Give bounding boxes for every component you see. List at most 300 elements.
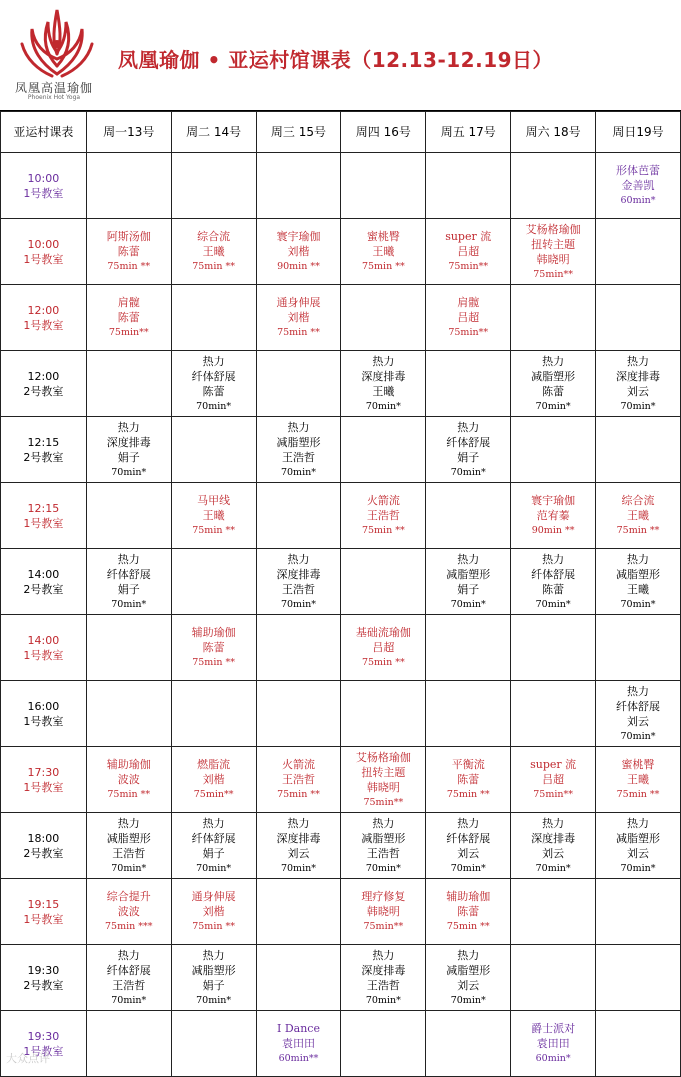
instructor-name: 韩晓明 (366, 780, 400, 794)
instructor-name: 韩晓明 (366, 905, 400, 918)
class-name: super 流 (530, 758, 577, 771)
instructor-name: 刘楷 (202, 773, 225, 786)
instructor-name: 娟子 (117, 450, 140, 464)
class-entry (426, 229, 510, 274)
class-name: 火箭流 (281, 758, 315, 771)
class-name: 热力 (542, 354, 565, 368)
class-name: 减脂塑形 (106, 831, 151, 845)
time-label: 19:30 (27, 1029, 60, 1043)
instructor-name: 刘云 (457, 846, 480, 860)
instructor-name: 刘楷 (202, 905, 225, 918)
class-name: 热力 (117, 420, 140, 434)
instructor-name: 陈蕾 (202, 384, 225, 398)
class-name: 热力 (117, 816, 140, 830)
class-entry (511, 816, 595, 876)
instructor-name: 王浩哲 (112, 846, 146, 860)
class-cell (256, 549, 341, 615)
empty-cell (426, 681, 511, 747)
class-name: 肩髋 (457, 296, 480, 309)
class-duration: 70min* (620, 862, 656, 874)
instructor-name: 陈蕾 (457, 773, 480, 786)
class-name: 热力 (457, 948, 480, 962)
room-label: 1号教室 (23, 318, 64, 332)
class-duration: 70min* (280, 598, 316, 610)
class-cell (256, 813, 341, 879)
room-label: 1号教室 (23, 252, 64, 266)
class-cell (596, 813, 681, 879)
class-duration: 75min** (533, 268, 573, 280)
class-name: 扭转主题 (361, 765, 406, 779)
instructor-name: 娟子 (457, 582, 480, 596)
class-name: 深度排毒 (361, 369, 406, 383)
room-label: 1号教室 (23, 648, 64, 662)
class-name: 减脂塑形 (446, 963, 491, 977)
class-name: 热力 (542, 552, 565, 566)
class-entry (596, 493, 680, 538)
instructor-name: 范宥蓁 (536, 509, 570, 522)
class-entry (172, 889, 256, 934)
class-entry (257, 420, 341, 480)
empty-cell (511, 681, 596, 747)
empty-cell (256, 945, 341, 1011)
instructor-name: 娟子 (202, 978, 225, 992)
room-label: 2号教室 (23, 384, 64, 398)
room-label: 1号教室 (23, 186, 64, 200)
class-name: 肩髋 (117, 296, 140, 309)
class-name: 深度排毒 (616, 369, 661, 383)
class-duration: 75min ** (192, 525, 235, 536)
watermark: 大众点评 (6, 1052, 50, 1065)
class-entry (172, 948, 256, 1008)
class-entry (596, 163, 680, 208)
instructor-name: 王曦 (627, 773, 650, 786)
class-duration: 70min* (450, 862, 486, 874)
class-duration: 70min* (535, 598, 571, 610)
class-name: 热力 (372, 816, 395, 830)
class-duration: 75min ** (361, 525, 405, 536)
class-name: 热力 (372, 354, 395, 368)
empty-cell (511, 417, 596, 483)
empty-cell (426, 483, 511, 549)
class-name: 热力 (372, 948, 395, 962)
instructor-name: 刘楷 (287, 245, 310, 258)
header (0, 0, 681, 111)
class-entry (87, 552, 171, 612)
class-name: 热力 (457, 420, 480, 434)
table-row (1, 351, 681, 417)
class-entry (87, 420, 171, 480)
class-name: 纤体舒展 (446, 831, 491, 845)
time-slot-cell (1, 219, 87, 285)
class-entry (87, 295, 171, 340)
class-name: 寰宇瑜伽 (531, 494, 576, 507)
instructor-name: 娟子 (117, 582, 140, 596)
day-header: 周一13号 (86, 112, 171, 153)
class-duration: 70min* (620, 598, 656, 610)
class-cell (511, 1011, 596, 1077)
instructor-name: 王浩哲 (366, 978, 400, 992)
instructor-name: 刘云 (627, 846, 650, 860)
class-duration: 75min ** (277, 327, 320, 338)
class-cell (171, 879, 256, 945)
empty-cell (86, 351, 171, 417)
class-cell (426, 219, 511, 285)
class-name: 平衡流 (451, 758, 485, 771)
class-entry (172, 625, 256, 670)
class-duration: 70min* (111, 598, 147, 610)
class-cell (596, 483, 681, 549)
room-label: 1号教室 (23, 912, 64, 926)
class-duration: 90min ** (531, 525, 575, 536)
class-cell (511, 219, 596, 285)
class-duration: 75min ** (616, 789, 660, 800)
empty-cell (256, 681, 341, 747)
table-row (1, 153, 681, 219)
class-name: 辅助瑜伽 (446, 890, 491, 903)
class-entry (511, 354, 595, 414)
class-entry (172, 493, 256, 538)
class-name: 减脂塑形 (191, 963, 236, 977)
class-name: 通身伸展 (276, 296, 321, 309)
time-slot-cell (1, 483, 87, 549)
instructor-name: 陈蕾 (117, 311, 140, 324)
room-label: 1号教室 (23, 516, 64, 530)
empty-cell (171, 681, 256, 747)
class-name: 热力 (202, 816, 225, 830)
instructor-name: 吕超 (457, 311, 480, 324)
class-cell (256, 1011, 341, 1077)
day-header: 周五 17号 (426, 112, 511, 153)
class-name: 扭转主题 (531, 237, 576, 251)
instructor-name: 王浩哲 (281, 450, 315, 464)
class-cell (86, 549, 171, 615)
class-entry (257, 816, 341, 876)
class-entry (596, 354, 680, 414)
time-label: 10:00 (27, 171, 60, 185)
class-name: 纤体舒展 (446, 435, 491, 449)
table-row (1, 483, 681, 549)
empty-cell (341, 1011, 426, 1077)
instructor-name: 陈蕾 (117, 245, 140, 258)
class-name: 减脂塑形 (446, 567, 491, 581)
class-cell (426, 945, 511, 1011)
header-row (1, 112, 681, 153)
schedule-table (0, 111, 681, 1077)
class-duration: 70min* (620, 730, 656, 742)
time-slot-cell (1, 747, 87, 813)
instructor-name: 刘云 (457, 978, 480, 992)
empty-cell (171, 417, 256, 483)
empty-cell (426, 615, 511, 681)
empty-cell (596, 285, 681, 351)
empty-cell (596, 417, 681, 483)
class-cell (596, 747, 681, 813)
class-duration: 70min* (280, 862, 316, 874)
class-name: 纤体舒展 (616, 699, 661, 713)
class-cell (511, 813, 596, 879)
empty-cell (426, 153, 511, 219)
class-entry (511, 757, 595, 802)
instructor-name: 王曦 (372, 245, 395, 258)
class-name: 寰宇瑜伽 (276, 230, 321, 243)
class-name: 深度排毒 (106, 435, 151, 449)
class-name: 艾杨格瑜伽 (355, 750, 411, 764)
class-cell (86, 747, 171, 813)
class-duration: 75min ** (361, 657, 405, 668)
empty-cell (341, 153, 426, 219)
class-entry (341, 889, 425, 934)
table-row (1, 879, 681, 945)
class-duration: 70min* (450, 466, 486, 478)
class-cell (341, 813, 426, 879)
class-duration: 70min* (196, 862, 232, 874)
instructor-name: 王曦 (202, 245, 225, 258)
time-label: 12:15 (27, 435, 60, 449)
class-duration: 90min ** (277, 261, 320, 272)
instructor-name: 陈蕾 (202, 641, 225, 654)
class-cell (256, 417, 341, 483)
class-name: 辅助瑜伽 (106, 758, 151, 771)
class-cell (341, 879, 426, 945)
instructor-name: 吕超 (457, 245, 480, 258)
class-name: 蜜桃臀 (366, 230, 400, 243)
class-duration: 75min** (363, 921, 404, 932)
instructor-name: 陈蕾 (457, 905, 480, 918)
class-duration: 70min* (280, 466, 316, 478)
class-duration: 70min* (111, 862, 147, 874)
class-name: 深度排毒 (531, 831, 576, 845)
class-name: 综合流 (197, 230, 231, 243)
class-cell (341, 747, 426, 813)
empty-cell (596, 1011, 681, 1077)
class-name: 形体芭蕾 (616, 164, 661, 177)
class-cell (426, 879, 511, 945)
class-entry (511, 222, 595, 282)
class-cell (171, 483, 256, 549)
class-duration: 70min* (365, 862, 401, 874)
room-label: 2号教室 (23, 846, 64, 860)
instructor-name: 王曦 (627, 582, 650, 596)
class-duration: 75min ** (192, 261, 235, 272)
class-entry (257, 1021, 341, 1066)
time-label: 17:30 (27, 765, 60, 779)
class-cell (171, 351, 256, 417)
empty-cell (171, 153, 256, 219)
class-entry (596, 816, 680, 876)
class-entry (341, 625, 425, 670)
class-name: 理疗修复 (361, 890, 406, 903)
class-duration: 70min* (450, 598, 486, 610)
class-cell (511, 747, 596, 813)
time-slot-cell (1, 417, 87, 483)
empty-cell (426, 351, 511, 417)
class-name: 爵士派对 (531, 1022, 576, 1035)
class-duration: 75min ** (107, 789, 151, 800)
room-label: 2号教室 (23, 978, 64, 992)
time-label: 12:00 (27, 369, 60, 383)
class-entry (511, 493, 595, 538)
class-cell (86, 417, 171, 483)
empty-cell (511, 153, 596, 219)
empty-cell (511, 945, 596, 1011)
empty-cell (256, 483, 341, 549)
class-name: 纤体舒展 (531, 567, 576, 581)
day-header: 周日19号 (596, 112, 681, 153)
class-cell (511, 483, 596, 549)
class-duration: 70min* (196, 994, 232, 1006)
empty-cell (511, 879, 596, 945)
class-name: 燃脂流 (197, 758, 231, 771)
empty-cell (256, 153, 341, 219)
time-label: 10:00 (27, 237, 60, 251)
empty-cell (86, 615, 171, 681)
instructor-name: 刘云 (542, 846, 565, 860)
table-row (1, 1011, 681, 1077)
class-name: 热力 (287, 552, 310, 566)
class-cell (511, 549, 596, 615)
class-cell (341, 483, 426, 549)
class-entry (596, 552, 680, 612)
class-entry (596, 757, 680, 802)
time-label: 19:15 (27, 897, 60, 911)
table-row (1, 945, 681, 1011)
brand-name: 凤凰高温瑜伽 (14, 81, 93, 95)
class-entry (87, 816, 171, 876)
class-cell (86, 879, 171, 945)
brand-name-en: Phoenix Hot Yoga (27, 94, 81, 101)
class-entry (257, 757, 341, 802)
class-duration: 75min ** (361, 261, 405, 272)
class-duration: 75min** (108, 327, 149, 338)
class-cell (596, 549, 681, 615)
instructor-name: 韩晓明 (536, 252, 570, 266)
class-entry (341, 816, 425, 876)
empty-cell (511, 285, 596, 351)
day-header: 周四 16号 (341, 112, 426, 153)
class-duration: 60min** (278, 1053, 319, 1064)
time-slot-cell (1, 285, 87, 351)
class-name: 纤体舒展 (191, 369, 236, 383)
instructor-name: 袁田田 (536, 1037, 570, 1050)
class-name: 热力 (117, 948, 140, 962)
class-entry (426, 948, 510, 1008)
time-slot-cell (1, 945, 87, 1011)
time-slot-cell (1, 879, 87, 945)
class-cell (596, 351, 681, 417)
class-name: 纤体舒展 (191, 831, 236, 845)
empty-cell (511, 615, 596, 681)
class-entry (341, 948, 425, 1008)
room-label: 1号教室 (23, 1044, 64, 1058)
class-name: 减脂塑形 (616, 567, 661, 581)
class-name: 热力 (287, 816, 310, 830)
class-duration: 75min ** (107, 261, 151, 272)
class-cell (426, 747, 511, 813)
class-entry (341, 493, 425, 538)
instructor-name: 娟子 (457, 450, 480, 464)
empty-cell (171, 549, 256, 615)
empty-cell (596, 615, 681, 681)
class-duration: 75min ** (277, 789, 320, 800)
class-duration: 75min** (448, 327, 489, 338)
class-entry (426, 552, 510, 612)
class-name: 深度排毒 (361, 963, 406, 977)
table-row (1, 747, 681, 813)
class-duration: 70min* (111, 994, 147, 1006)
class-entry (341, 750, 425, 810)
class-duration: 75min ** (616, 525, 660, 536)
class-name: 热力 (457, 552, 480, 566)
class-duration: 75min ** (446, 921, 490, 932)
class-duration: 75min** (448, 261, 489, 272)
class-name: 热力 (627, 684, 650, 698)
class-cell (341, 615, 426, 681)
class-name: 减脂塑形 (531, 369, 576, 383)
room-label: 2号教室 (23, 450, 64, 464)
instructor-name: 波波 (117, 773, 140, 786)
time-label: 14:00 (27, 633, 60, 647)
class-entry (87, 229, 171, 274)
class-name: 基础流瑜伽 (355, 626, 411, 639)
class-cell (171, 615, 256, 681)
class-entry (172, 816, 256, 876)
class-cell (256, 219, 341, 285)
time-slot-cell (1, 351, 87, 417)
class-duration: 60min* (535, 1053, 571, 1064)
class-name: 热力 (627, 816, 650, 830)
empty-cell (86, 681, 171, 747)
class-cell (86, 945, 171, 1011)
class-entry (172, 757, 256, 802)
class-name: 深度排毒 (276, 831, 321, 845)
class-name: 深度排毒 (276, 567, 321, 581)
class-name: 艾杨格瑜伽 (525, 222, 581, 236)
instructor-name: 王浩哲 (112, 978, 146, 992)
class-cell (171, 219, 256, 285)
class-cell (341, 945, 426, 1011)
class-cell (426, 813, 511, 879)
empty-cell (171, 1011, 256, 1077)
class-name: 减脂塑形 (616, 831, 661, 845)
class-entry (341, 354, 425, 414)
instructor-name: 陈蕾 (542, 384, 565, 398)
page-title: 凤凰瑜伽 • 亚运村馆课表（12.13-12.19日） (118, 48, 554, 72)
class-cell (426, 285, 511, 351)
instructor-name: 刘云 (627, 384, 650, 398)
class-duration: 75min** (533, 789, 573, 800)
class-name: 减脂塑形 (361, 831, 406, 845)
class-duration: 75min** (193, 789, 234, 800)
time-label: 19:30 (27, 963, 60, 977)
class-duration: 70min* (111, 466, 147, 478)
instructor-name: 吕超 (372, 641, 395, 654)
class-name: 综合提升 (106, 890, 151, 903)
time-label: 14:00 (27, 567, 60, 581)
empty-cell (171, 285, 256, 351)
instructor-name: 王曦 (202, 509, 225, 522)
class-cell (171, 945, 256, 1011)
class-duration: 75min *** (104, 921, 153, 932)
instructor-name: 波波 (117, 905, 140, 918)
class-cell (86, 813, 171, 879)
time-slot-cell (1, 153, 87, 219)
class-cell (86, 219, 171, 285)
class-name: 阿斯汤伽 (106, 230, 151, 243)
class-entry (426, 889, 510, 934)
class-duration: 70min* (365, 994, 401, 1006)
class-duration: 70min* (535, 862, 571, 874)
class-cell (596, 681, 681, 747)
